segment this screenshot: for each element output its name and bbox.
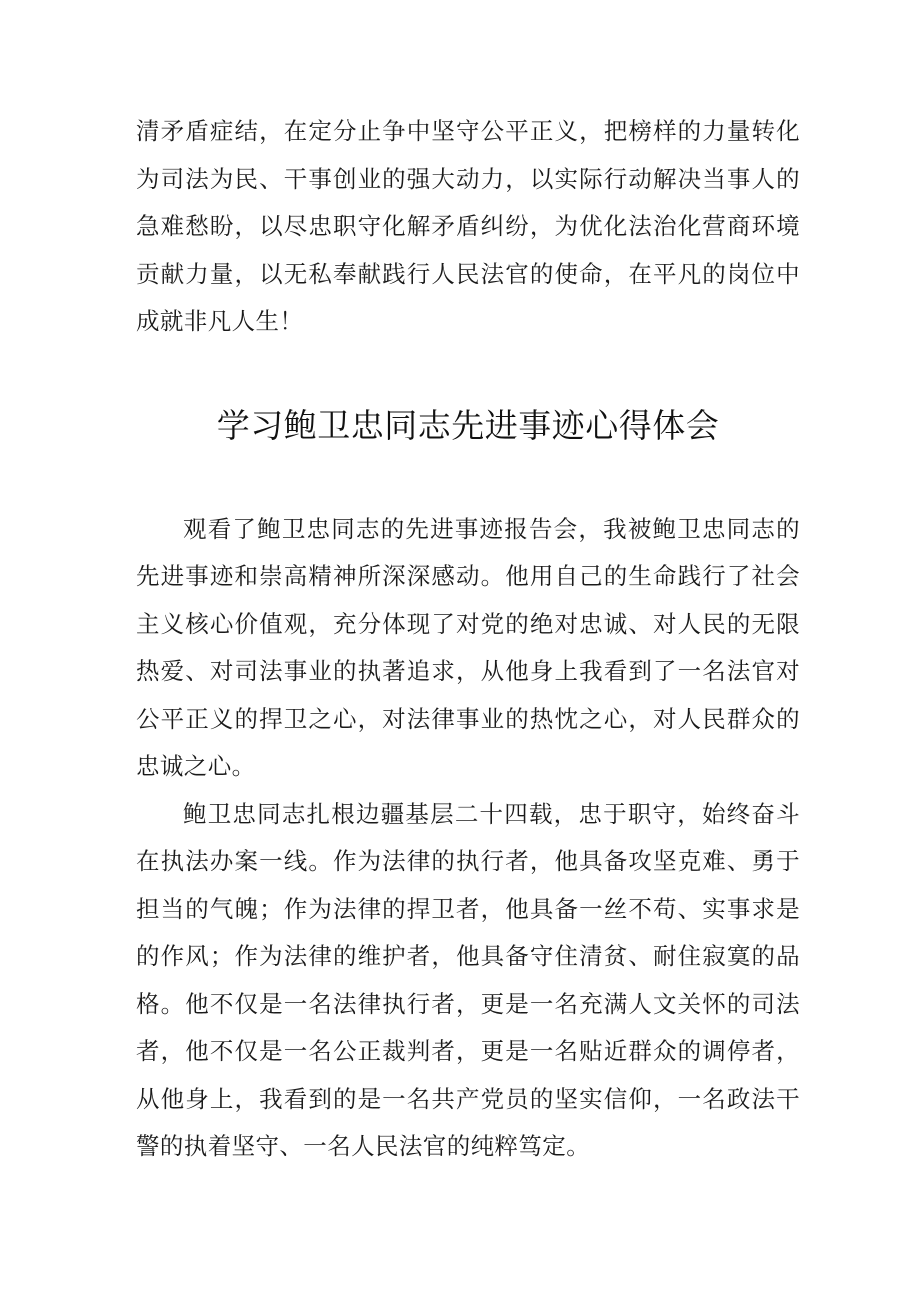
body-paragraph-2: 鲍卫忠同志扎根边疆基层二十四载，忠于职守，始终奋斗在执法办案一线。作为法律的执行者，他具备攻坚克难、勇于担当的气魄；作为法律的捍卫者，他具备一丝不苟、实事求是的作风；作为法律的维护者，他具备守住清贫、耐住寂寞的品格。他不仅是一名法律执行者，更是一名充满人文关怀的司法者，他不仅是一名公正裁判者，更是一名贴近群众的调停者，从他身上，我看到的是一名共产党员的坚实信仰，一名政法干警的执着坚守、一名人民法官的纯粹笃定。 [136,799,800,1160]
intro-paragraph: 清矛盾症结，在定分止争中坚守公平正义，把榜样的力量转化为司法为民、干事创业的强大动力，以实际行动解决当事人的急难愁盼，以尽忠职守化解矛盾纠纷，为优化法治化营商环境贡献力量，以无私奉献践行人民法官的使命，在平凡的岗位中成就非凡人生！ [136,117,800,335]
body-paragraph-1: 观看了鲍卫忠同志的先进事迹报告会，我被鲍卫忠同志的先进事迹和崇高精神所深深感动。他用自己的生命践行了社会主义核心价值观，充分体现了对党的绝对忠诚、对人民的无限热爱、对司法事业的执著追求，从他身上我看到了一名法官对公平正义的捍卫之心，对法律事业的热忱之心，对人民群众的忠诚之心。 [136,514,800,780]
document-body [136,108,800,1171]
page-title: 学习鲍卫忠同志先进事迹心得体会 [216,405,720,445]
